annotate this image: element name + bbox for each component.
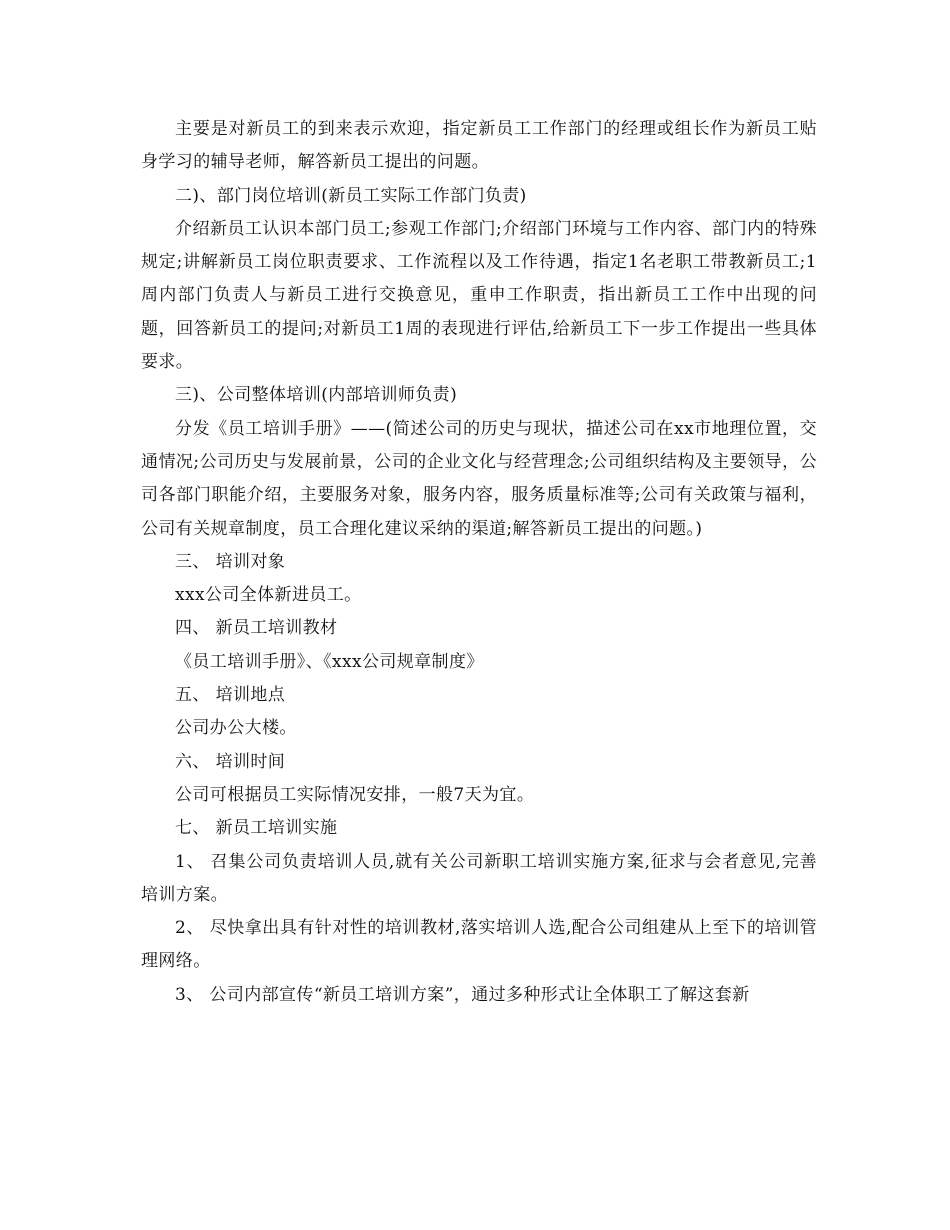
heading-company-training: 三)、公司整体培训(内部培训师负责) [175, 385, 458, 406]
heading-training-location: 五、 培训地点 [175, 685, 286, 706]
paragraph-department-training: 介绍新员工认识本部门员工;参观工作部门;介绍部门环境与工作内容、部门内的特殊规定;讲解新员工岗位职责要求、工作流程以及工作待遇，指定1名老职工带教新员工;1周内部门负责人与新员工进行交换意见，重申工作职责，指出新员工工作中出现的问题，回答新员工的提问;对新员工1周的表现进行评估,给新员工下一步工作提出一些具体要求。 [141, 218, 817, 373]
heading-training-target: 三、 培训对象 [175, 551, 286, 572]
heading-training-materials: 四、 新员工培训教材 [175, 618, 338, 639]
paragraph-welcome: 主要是对新员工的到来表示欢迎，指定新员工工作部门的经理或组长作为新员工贴身学习的辅导老师，解答新员工提出的问题。 [141, 119, 817, 173]
paragraph-training-target: xxx公司全体新进员工。 [175, 585, 362, 606]
heading-training-implementation: 七、 新员工培训实施 [175, 818, 338, 839]
list-item-2: 2、 尽快拿出具有针对性的培训教材,落实培训人选,配合公司组建从上至下的培训管理网络。 [141, 918, 817, 972]
heading-training-time: 六、 培训时间 [175, 751, 286, 772]
paragraph-training-location: 公司办公大楼。 [175, 718, 297, 739]
paragraph-training-materials: 《员工培训手册》、《xxx公司规章制度》 [175, 651, 484, 672]
list-item-1: 1、 召集公司负责培训人员,就有关公司新职工培训实施方案,征求与会者意见,完善培训方案。 [141, 851, 817, 905]
paragraph-training-time: 公司可根据员工实际情况安排，一般7天为宜。 [175, 784, 535, 805]
document-body [141, 113, 817, 1012]
list-item-3: 3、 公司内部宣传“新员工培训方案”，通过多种形式让全体职工了解这套新 [175, 984, 750, 1005]
paragraph-company-training: 分发《员工培训手册》——(简述公司的历史与现状，描述公司在xx市地理位置，交通情况;公司历史与发展前景，公司的企业文化与经营理念;公司组织结构及主要领导，公司各部门职能介绍，主要服务对象，服务内容，服务质量标准等;公司有关政策与福利，公司有关规章制度，员工合理化建议采纳的渠道;解答新员工提出的问题。) [141, 418, 817, 539]
heading-department-training: 二)、部门岗位培训(新员工实际工作部门负责) [175, 185, 527, 206]
